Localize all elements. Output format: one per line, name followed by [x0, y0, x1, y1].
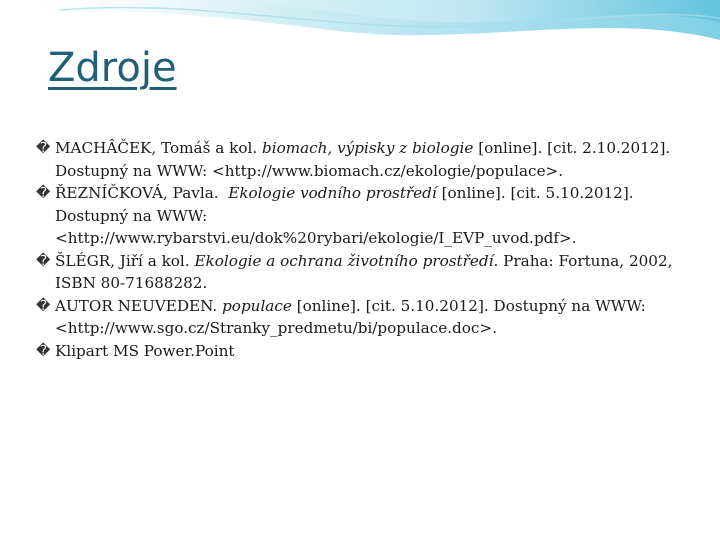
source-medium: [online]. [cit. 5.10.2012]. Dostupný na WWW:	[296, 296, 646, 315]
source-isbn: ISBN 80-71688282.	[55, 274, 208, 292]
list-item	[36, 182, 686, 250]
source-title: Ekologie vodního prostředí	[228, 184, 437, 202]
bullet-icon: �	[36, 297, 51, 314]
source-availability: Dostupný na WWW:	[55, 206, 208, 225]
list-item	[36, 340, 686, 363]
list-item	[36, 295, 686, 340]
source-authors: ŠLÉGR, Jiří a kol.	[55, 251, 190, 270]
source-url: <http://www.rybarstvi.eu/dok%20rybari/ekologie/I_EVP_uvod.pdf>.	[55, 229, 577, 247]
source-availability: Dostupný na WWW: <http://www.biomach.cz/ekologie/populace>.	[55, 161, 564, 180]
source-authors: ŘEZNÍČKOVÁ, Pavla.	[55, 184, 219, 202]
source-title: biomach, výpisky z biologie	[261, 139, 474, 157]
source-text: Klipart MS Power.Point	[55, 341, 235, 360]
source-publisher: . Praha: Fortuna, 2002,	[493, 251, 673, 270]
page-title: Zdroje	[48, 45, 177, 91]
source-title: populace	[222, 296, 292, 315]
source-medium: [online]. [cit. 5.10.2012].	[441, 184, 634, 202]
source-authors: AUTOR NEUVEDEN.	[55, 296, 218, 315]
list-item	[36, 250, 686, 295]
bullet-icon: �	[36, 140, 51, 156]
bullet-icon: �	[36, 252, 51, 269]
source-title: Ekologie a ochrana životního prostředí	[194, 251, 494, 270]
bullet-icon: �	[36, 342, 51, 359]
source-authors: MACHÂČEK, Tomáš a kol.	[55, 139, 258, 157]
list-item	[36, 137, 686, 182]
source-url: <http://www.sgo.cz/Stranky_predmetu/bi/populace.doc>.	[55, 319, 497, 337]
sources-list	[36, 137, 686, 362]
source-medium: [online]. [cit. 2.10.2012].	[478, 139, 671, 157]
bullet-icon: �	[36, 185, 51, 201]
